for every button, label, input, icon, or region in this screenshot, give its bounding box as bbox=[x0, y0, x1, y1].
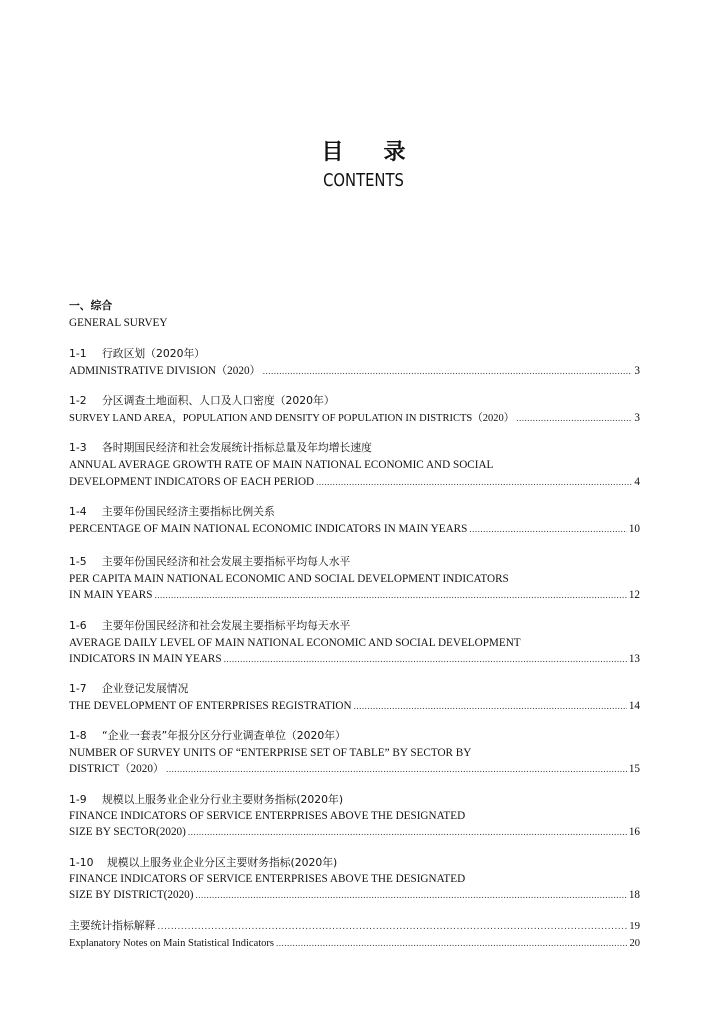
entry-title-cn: 主要年份国民经济和社会发展主要指标平均每人水平 bbox=[102, 555, 351, 568]
page-number: 16 bbox=[628, 826, 640, 838]
dot-leader bbox=[276, 935, 628, 951]
entry-number: 1-3 bbox=[69, 441, 87, 454]
page-number: 14 bbox=[628, 700, 640, 712]
entry-title-cn: 分区调查土地面积、人口及人口密度（2020年） bbox=[102, 394, 335, 407]
entry-number: 1-9 bbox=[69, 793, 87, 806]
toc-entry-1-6-en-line1[interactable]: AVERAGE DAILY LEVEL OF MAIN NATIONAL ECONOMIC AND SOCIAL DEVELOPMENT bbox=[69, 637, 521, 649]
toc-entry-1-2-cn[interactable] bbox=[69, 393, 640, 409]
toc-entry-1-3-cn[interactable] bbox=[69, 440, 640, 456]
page-number: 20 bbox=[629, 938, 640, 949]
toc-entry-1-7-en[interactable] bbox=[69, 698, 640, 714]
entry-title-cn: 企业登记发展情况 bbox=[102, 682, 189, 695]
dot-leader bbox=[354, 698, 627, 714]
toc-entry-1-9-en-line1[interactable]: FINANCE INDICATORS OF SERVICE ENTERPRISES ABOVE THE DESIGNATED bbox=[69, 810, 466, 822]
section-title-en: GENERAL SURVEY bbox=[69, 317, 168, 329]
section-title-cn: 一、综合 bbox=[69, 299, 113, 312]
page-number: 10 bbox=[628, 523, 640, 535]
entry-title-cn: 各时期国民经济和社会发展统计指标总量及年均增长速度 bbox=[102, 441, 372, 454]
toc-entry-1-9-cn[interactable] bbox=[69, 792, 640, 808]
toc-entry-1-8-en[interactable] bbox=[69, 761, 640, 777]
page-number: 19 bbox=[629, 920, 640, 932]
entry-number: 1-6 bbox=[69, 619, 87, 632]
toc-entry-1-1-cn[interactable] bbox=[69, 346, 640, 362]
entry-title-en: SURVEY LAND AREA，POPULATION AND DENSITY OF POPULATION IN DISTRICTS（2020） bbox=[69, 413, 515, 424]
entry-title-en: THE DEVELOPMENT OF ENTERPRISES REGISTRATION bbox=[69, 700, 352, 712]
entry-number: 1-10 bbox=[69, 856, 94, 869]
entry-number: 1-7 bbox=[69, 682, 87, 695]
page-number: 3 bbox=[634, 412, 640, 424]
entry-number: 1-1 bbox=[69, 347, 87, 360]
page-number: 13 bbox=[628, 653, 640, 665]
page-number: 15 bbox=[628, 763, 640, 775]
toc-entry-1-4-cn[interactable] bbox=[69, 504, 640, 520]
entry-number: 1-8 bbox=[69, 729, 87, 742]
dot-leader bbox=[516, 410, 632, 426]
toc-entry-1-4-en[interactable] bbox=[69, 521, 640, 537]
page-title-cn: 目录 bbox=[321, 140, 446, 165]
page-number: 18 bbox=[628, 889, 640, 901]
page-number: 12 bbox=[628, 589, 640, 601]
toc-entry-1-1-en[interactable] bbox=[69, 363, 640, 379]
entry-title-cn: 规模以上服务业企业分行业主要财务指标(2020年) bbox=[102, 793, 344, 806]
toc-entry-1-8-cn[interactable] bbox=[69, 728, 640, 744]
toc-entry-1-10-en[interactable] bbox=[69, 887, 640, 903]
dot-leader bbox=[157, 918, 627, 934]
entry-title-cn: 主要年份国民经济和社会发展主要指标平均每天水平 bbox=[102, 619, 351, 632]
dot-leader bbox=[263, 363, 633, 379]
entry-title-en: PERCENTAGE OF MAIN NATIONAL ECONOMIC INDICATORS IN MAIN YEARS bbox=[69, 523, 468, 535]
toc-entry-1-6-cn[interactable] bbox=[69, 618, 640, 634]
dot-leader bbox=[166, 761, 627, 777]
dot-leader bbox=[316, 474, 632, 490]
dot-leader bbox=[196, 887, 627, 903]
toc-entry-1-10-en-line1[interactable]: FINANCE INDICATORS OF SERVICE ENTERPRISES ABOVE THE DESIGNATED bbox=[69, 873, 466, 885]
entry-title-en: SIZE BY DISTRICT(2020) bbox=[69, 889, 194, 901]
toc-notes-en[interactable] bbox=[69, 935, 640, 951]
toc-entry-1-5-en[interactable] bbox=[69, 587, 640, 603]
entry-title-en: IN MAIN YEARS bbox=[69, 589, 153, 601]
toc-notes-cn[interactable] bbox=[69, 918, 640, 934]
toc-entry-1-10-cn[interactable] bbox=[69, 855, 640, 871]
toc-entry-1-6-en[interactable] bbox=[69, 651, 640, 667]
entry-number: 1-2 bbox=[69, 394, 87, 407]
toc-entry-1-3-en[interactable] bbox=[69, 474, 640, 490]
entry-title-en: SIZE BY SECTOR(2020) bbox=[69, 826, 186, 838]
page-number: 4 bbox=[634, 476, 640, 488]
entry-title-en: ADMINISTRATIVE DIVISION（2020） bbox=[69, 365, 261, 377]
entry-title-en: INDICATORS IN MAIN YEARS bbox=[69, 653, 222, 665]
toc-entry-1-2-en[interactable] bbox=[69, 410, 640, 426]
toc-entry-1-9-en[interactable] bbox=[69, 824, 640, 840]
page-title-en: CONTENTS bbox=[323, 170, 404, 191]
dot-leader bbox=[224, 651, 627, 667]
entry-title-cn: 行政区划（2020年） bbox=[102, 347, 206, 360]
entry-number: 1-4 bbox=[69, 505, 87, 518]
toc-entry-1-5-en-line1[interactable]: PER CAPITA MAIN NATIONAL ECONOMIC AND SOCIAL DEVELOPMENT INDICATORS bbox=[69, 573, 509, 585]
notes-title-cn: 主要统计指标解释 bbox=[69, 919, 156, 932]
toc-entry-1-3-en-line1[interactable]: ANNUAL AVERAGE GROWTH RATE OF MAIN NATIONAL ECONOMIC AND SOCIAL bbox=[69, 459, 494, 471]
notes-title-en: Explanatory Notes on Main Statistical Indicators bbox=[69, 938, 274, 949]
toc-entry-1-8-en-line1[interactable]: NUMBER OF SURVEY UNITS OF “ENTERPRISE SET OF TABLE” BY SECTOR BY bbox=[69, 747, 472, 759]
toc-entry-1-7-cn[interactable] bbox=[69, 681, 640, 697]
entry-title-cn: “企业一套表”年报分区分行业调查单位（2020年） bbox=[102, 729, 346, 742]
entry-title-cn: 规模以上服务业企业分区主要财务指标(2020年) bbox=[107, 856, 338, 869]
dot-leader bbox=[155, 587, 627, 603]
entry-title-en: DISTRICT（2020） bbox=[69, 763, 165, 775]
entry-number: 1-5 bbox=[69, 555, 87, 568]
page-number: 3 bbox=[634, 365, 640, 377]
entry-title-en: DEVELOPMENT INDICATORS OF EACH PERIOD bbox=[69, 476, 315, 488]
toc-entry-1-5-cn[interactable] bbox=[69, 554, 640, 570]
dot-leader bbox=[469, 521, 626, 537]
dot-leader bbox=[188, 824, 627, 840]
entry-title-cn: 主要年份国民经济主要指标比例关系 bbox=[102, 505, 275, 518]
